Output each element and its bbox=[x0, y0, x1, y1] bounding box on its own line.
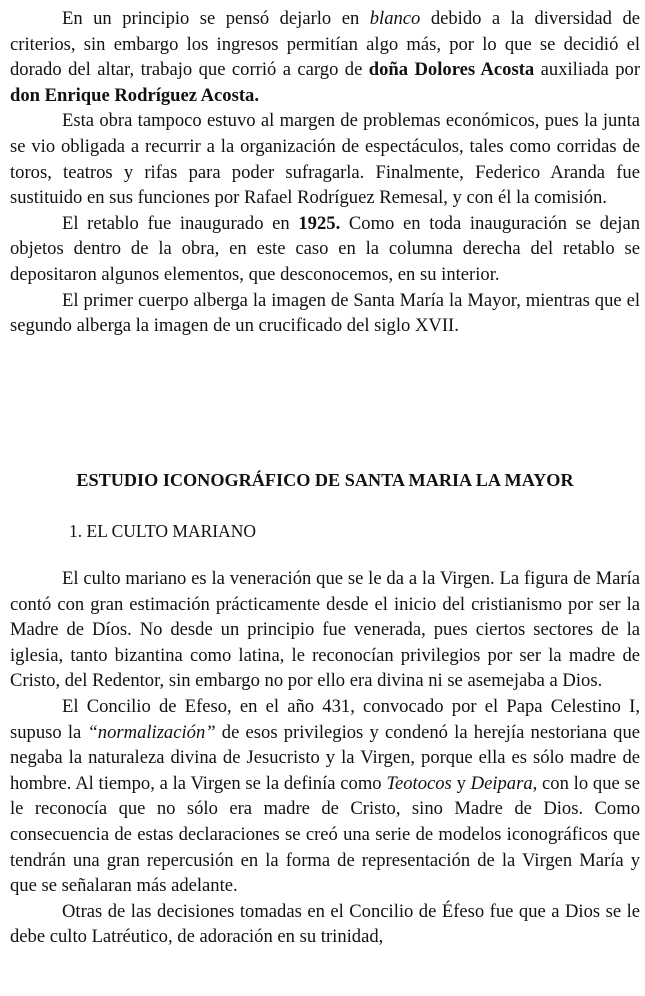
text-run: , con lo que se le reconocía que no sólo era madre de Cristo, sino Madre de Dios. Como consecuencia de estas declaraciones se creó una serie de modelos iconográficos que tendrán una gran repercusión en la forma de representación de la Virgen María y que se señalaran más adelante. bbox=[10, 772, 640, 897]
history-text-block bbox=[10, 6, 640, 339]
bold-name: don Enrique Rodríguez Acosta. bbox=[10, 84, 259, 106]
section-title: ESTUDIO ICONOGRÁFICO DE SANTA MARIA LA MAYOR bbox=[76, 470, 574, 490]
emphasis-run: Deipara bbox=[470, 772, 533, 794]
paragraph-inauguracion bbox=[10, 211, 640, 288]
text-run: y bbox=[451, 772, 471, 794]
paragraph-problemas: Esta obra tampoco estuvo al margen de problemas económicos, pues la junta se vio obligada a recurrir a la organización de espectáculos, tales como corridas de toros, teatros y rifas para poder sufragarla. Finalmente, Federico Aranda fue sustituido en sus funciones por Rafael Rodríguez Remesal, y con él la comisión. bbox=[10, 110, 640, 209]
paragraph-concilio-efeso bbox=[10, 694, 640, 899]
text-run: auxiliada por bbox=[534, 59, 641, 81]
emphasis-run: “normalización” bbox=[87, 721, 216, 743]
paragraph-cuerpos: El primer cuerpo alberga la imagen de Santa María la Mayor, mientras que el segundo alberga la imagen de un crucificado del siglo XVII. bbox=[10, 289, 640, 337]
paragraph-dorado bbox=[10, 6, 640, 108]
bold-year: 1925. bbox=[298, 212, 341, 234]
culto-text-block bbox=[10, 566, 640, 950]
emphasis-run: Teotocos bbox=[386, 772, 452, 794]
paragraph-culto-mariano: El culto mariano es la veneración que se le da a la Virgen. La figura de María contó con gran estimación prácticamente desde el inicio del cristianismo por ser la Madre de Díos. No desde un principio fue venerada, pues ciertos sectores de la iglesia, tanto bizantina como latina, le reconocían privilegios por ser la madre de Cristo, del Redentor, sin embargo no por ello era divina ni se asemejaba a Dios. bbox=[10, 568, 640, 692]
text-run: de esos privilegios y condenó la herejía nestoriana que negaba la naturaleza divina de Jesucristo y la Virgen, porque ella es sólo madre de hombre. Al tiempo, a la Virgen se la definía como bbox=[10, 721, 640, 794]
bold-name: doña Dolores Acosta bbox=[368, 59, 535, 81]
text-run: El Concilio de Efeso, en el año 431, convocado por el Papa Celestino I, supuso la bbox=[10, 695, 640, 743]
subsection-title: 1. EL CULTO MARIANO bbox=[69, 521, 256, 541]
text-run: debido a la diversidad de criterios, sin embargo los ingresos permitían algo más, por lo que se decidió el dorado del altar, trabajo que corrió a cargo de bbox=[10, 8, 640, 81]
emphasis-run: blanco bbox=[369, 8, 421, 29]
text-run: El retablo fue inaugurado en bbox=[62, 212, 299, 234]
text-run: En un principio se pensó dejarlo en bbox=[62, 8, 370, 29]
text-run: Como en toda inauguración se dejan objetos dentro de la obra, en este caso en la columna derecha del retablo se depositaron algunos elementos, que desconocemos, en su interior. bbox=[10, 212, 640, 285]
paragraph-decisiones: Otras de las decisiones tomadas en el Concilio de Éfeso fue que a Dios se le debe culto Latréutico, de adoración en su trinidad, bbox=[10, 900, 640, 948]
